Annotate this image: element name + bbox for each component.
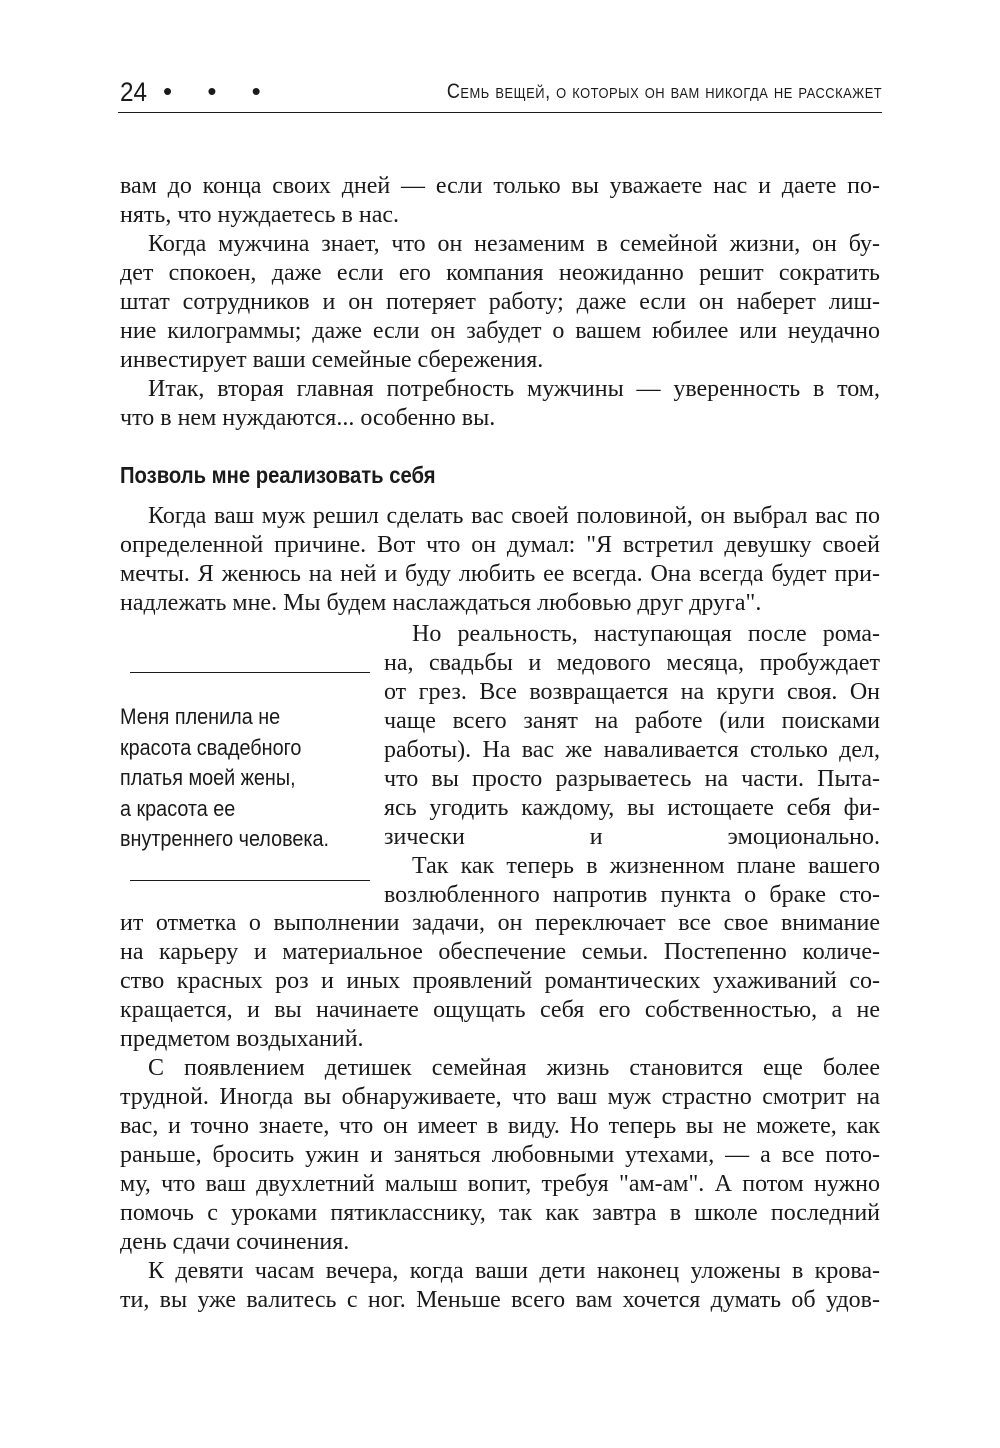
pullquote-line: красота свадебного bbox=[120, 734, 302, 760]
text-line: надлежать мне. Мы будем наслаждаться любовью друг друга". bbox=[120, 590, 762, 616]
section-heading: Позволь мне реализовать себя bbox=[120, 462, 436, 488]
text-line: работы). На вас же наваливается столько дел, bbox=[384, 737, 880, 763]
text-line: Итак, вторая главная потребность мужчины — уверенность в том, bbox=[148, 376, 880, 402]
text-line: что в нем нуждаются... особенно вы. bbox=[120, 405, 496, 431]
text-line: мечты. Я женюсь на ней и буду любить ее всегда. Она всегда будет при- bbox=[120, 561, 880, 587]
text-line: му, что ваш двухлетний малыш вопит, требуя "ам-ам". А потом нужно bbox=[120, 1171, 880, 1197]
text-line: возлюбленного напротив пункта о браке сто- bbox=[384, 882, 880, 908]
text-line: зически и эмоционально. bbox=[384, 824, 880, 850]
text-line: вам до конца своих дней — если только вы уважаете нас и даете по- bbox=[120, 173, 880, 199]
text-line: ит отметка о выполнении задачи, он переключает все свое внимание bbox=[120, 910, 880, 936]
text-line: трудной. Иногда вы обнаруживаете, что ваш муж страстно смотрит на bbox=[120, 1084, 880, 1110]
text-line: К девяти часам вечера, когда ваши дети наконец уложены в крова- bbox=[148, 1258, 880, 1284]
text-block-top bbox=[120, 172, 880, 433]
text-line: от грез. Все возвращается на круги своя. Он bbox=[384, 679, 880, 705]
page-header bbox=[118, 74, 882, 112]
pullquote-rule-top bbox=[130, 672, 370, 673]
pullquote-rule-bottom bbox=[130, 880, 370, 881]
text-line: ясь угодить каждому, вы истощаете себя фи- bbox=[384, 795, 880, 821]
text-line: раньше, бросить ужин и заняться любовными утехами, — а все пото- bbox=[120, 1142, 880, 1168]
text-block-bottom bbox=[120, 909, 880, 1315]
text-line: С появлением детишек семейная жизнь становится еще более bbox=[148, 1055, 880, 1081]
text-line: на карьеру и материальное обеспечение семьи. Постепенно количе- bbox=[120, 939, 880, 965]
pullquote-line: Меня пленила не bbox=[120, 704, 281, 729]
pullquote-line: платья моей жены, bbox=[120, 765, 296, 790]
text-line: ство красных роз и иных проявлений романтических ухаживаний со- bbox=[120, 968, 880, 994]
text-line: нять, что нуждаетесь в нас. bbox=[120, 202, 399, 228]
page-number: 24 bbox=[120, 77, 148, 107]
text-line: Когда ваш муж решил сделать вас своей половиной, он выбрал вас по bbox=[148, 503, 880, 529]
header-rule bbox=[118, 112, 882, 113]
text-line: что вы просто разрываетесь на части. Пыта- bbox=[384, 766, 880, 792]
text-block-wrapped bbox=[384, 620, 880, 910]
text-line: вас, и точно знаете, что он имеет в виду. Но теперь вы не можете, как bbox=[120, 1113, 880, 1139]
text-line: инвестирует ваши семейные сбережения. bbox=[120, 347, 544, 373]
running-title: Семь вещей, о которых он вам никогда не расскажет bbox=[446, 80, 882, 103]
text-line: ние килограммы; даже если он забудет о вашем юбилее или неудачно bbox=[120, 318, 880, 344]
text-line: кращается, и вы начинаете ощущать себя его собственностью, а не bbox=[120, 997, 880, 1023]
pullquote-line: внутреннего человека. bbox=[120, 826, 330, 851]
text-line: определенной причине. Вот что он думал: "Я встретил девушку своей bbox=[120, 532, 880, 558]
text-line: чаще всего занят на работе (или поисками bbox=[384, 708, 880, 734]
text-line: Но реальность, наступающая после рома- bbox=[412, 621, 880, 647]
text-line: день сдачи сочинения. bbox=[120, 1229, 350, 1255]
header-dots: • • • bbox=[163, 76, 275, 106]
text-line: помочь с уроками пятикласснику, так как завтра в школе последний bbox=[120, 1200, 880, 1226]
text-line: ти, вы уже валитесь с ног. Меньше всего вам хочется думать об удов- bbox=[120, 1287, 880, 1313]
pullquote bbox=[120, 702, 380, 855]
text-block-intro bbox=[120, 502, 880, 618]
text-line: Когда мужчина знает, что он незаменим в семейной жизни, он бу- bbox=[148, 231, 880, 257]
text-line: на, свадьбы и медового месяца, пробуждает bbox=[384, 650, 880, 676]
pullquote-line: а красота ее bbox=[120, 795, 236, 821]
text-line: штат сотрудников и он потеряет работу; даже если он наберет лиш- bbox=[120, 289, 880, 315]
text-line: Так как теперь в жизненном плане вашего bbox=[412, 853, 880, 879]
text-line: предметом воздыханий. bbox=[120, 1026, 364, 1052]
text-line: дет спокоен, даже если его компания неожиданно решит сократить bbox=[120, 260, 880, 286]
